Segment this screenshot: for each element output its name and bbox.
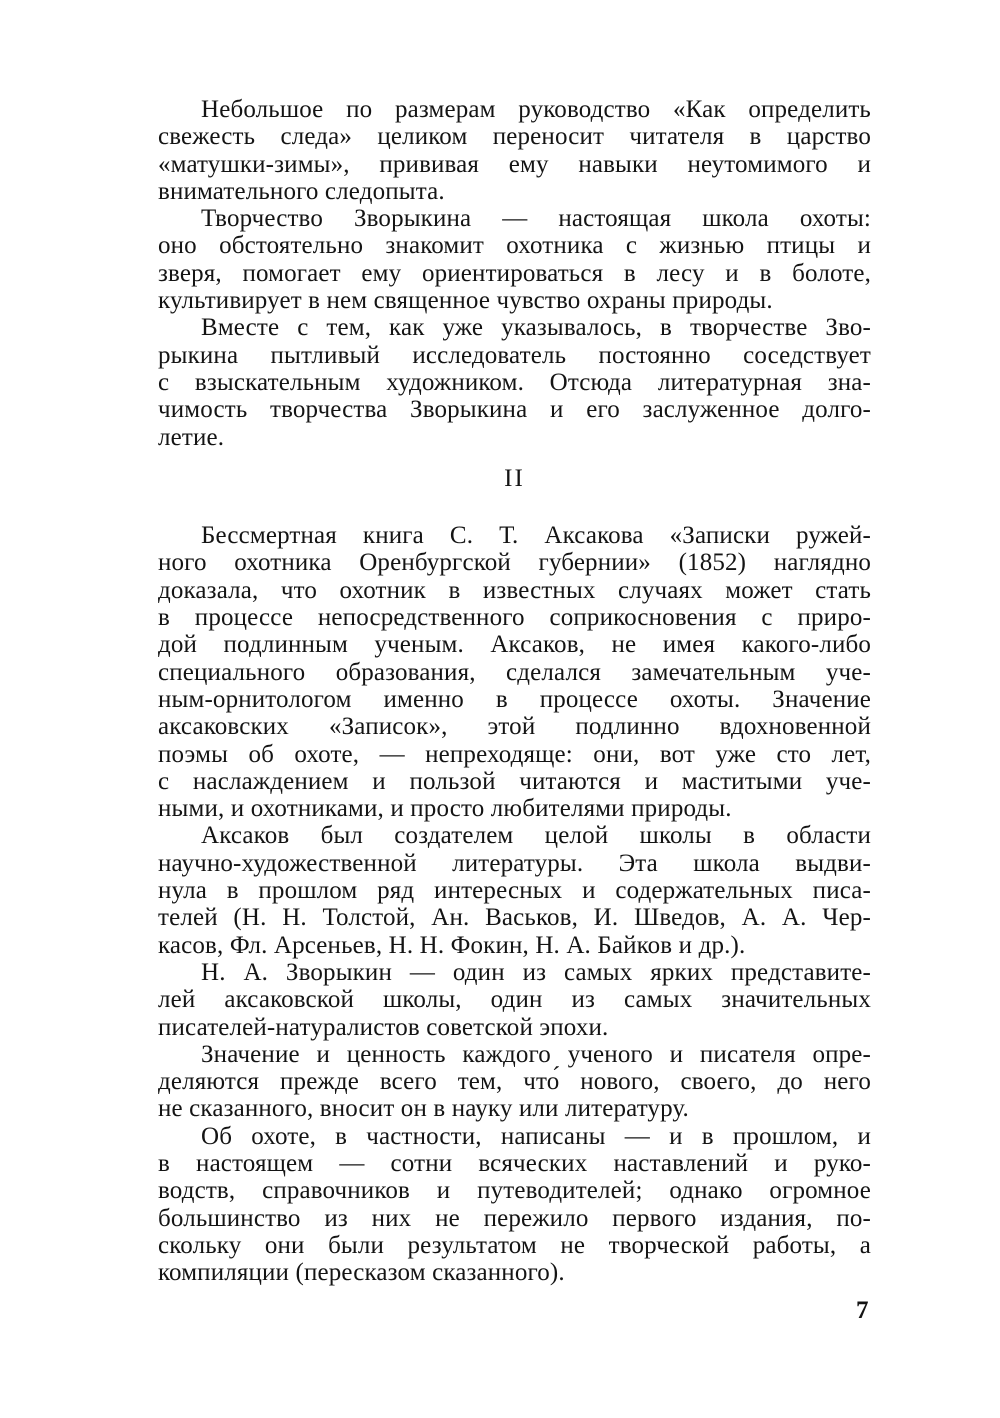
text-line: зверя, помогает ему ориентироваться в лесу и в болоте, (158, 259, 871, 287)
text-line: летие. (158, 423, 225, 451)
text-line: деляются прежде всего тем, что́ нового, своего, до него (158, 1068, 871, 1096)
paragraph (158, 314, 871, 450)
section-two (158, 522, 871, 1286)
text-line: компиляции (пересказом сказанного). (158, 1259, 565, 1287)
text-line: большинство из них не пережило первого издания, по- (158, 1204, 871, 1232)
section-heading: II (504, 464, 525, 492)
text-line: телей (Н. Н. Толстой, Ан. Васьков, И. Шведов, А. А. Чер- (158, 904, 871, 932)
text-line: Бессмертная книга С. Т. Аксакова «Записки ружей- (201, 522, 871, 550)
section-one (158, 96, 871, 451)
text-line: Вместе с тем, как уже указывалось, в творчестве Зво- (201, 314, 871, 342)
text-line: не сказанного, вносит он в науку или литературу. (158, 1095, 689, 1123)
text-line: Об охоте, в частности, написаны — и в прошлом, и (201, 1122, 871, 1150)
text-line: Аксаков был создателем целой школы в области (201, 822, 871, 850)
page-number: 7 (856, 1297, 869, 1324)
text-line: аксаковских «Записок», этой подлинно вдохновенной (158, 713, 871, 741)
paragraph (158, 1041, 871, 1123)
text-line: поэмы об охоте, — непреходяще: они, вот уже сто лет, (158, 740, 871, 768)
text-line: в настоящем — сотни всяческих наставлений и руко- (158, 1149, 871, 1177)
text-line: научно-художественной литературы. Эта школа выдви- (158, 849, 871, 877)
text-line: свежесть следа» целиком переносит читателя в царство (158, 123, 871, 151)
paragraph (158, 96, 871, 205)
text-line: касов, Фл. Арсеньев, Н. Н. Фокин, Н. А. Байков и др.). (158, 931, 746, 959)
text-line: в процессе непосредственного соприкосновения с приро- (158, 604, 871, 632)
paragraph (158, 1123, 871, 1287)
text-line: Небольшое по размерам руководство «Как определить (201, 96, 871, 123)
text-line: оно обстоятельно знакомит охотника с жизнью птицы и (158, 232, 871, 260)
text-line: дой подлинным ученым. Аксаков, не имея какого-либо (158, 631, 871, 659)
text-line: скольку они были результатом не творческой работы, а (158, 1231, 871, 1259)
text-line: водств, справочников и путеводителей; однако огромное (158, 1177, 871, 1205)
paragraph (158, 522, 871, 822)
text-line: Н. А. Зворыкин — один из самых ярких представите- (201, 958, 871, 986)
text-line: доказала, что охотник в известных случаях может стать (158, 576, 871, 604)
text-line: ными, и охотниками, и просто любителями природы. (158, 795, 732, 823)
page-body (158, 96, 871, 1286)
text-line: чимость творчества Зворыкина и его заслуженное долго- (158, 396, 871, 424)
paragraph (158, 959, 871, 1041)
paragraph (158, 822, 871, 958)
text-line: с взыскательным художником. Отсюда литературная зна- (158, 368, 871, 396)
paragraph (158, 205, 871, 314)
text-line: Творчество Зворыкина — настоящая школа охоты: (201, 205, 871, 233)
text-line: нула в прошлом ряд интересных и содержательных писа- (158, 877, 871, 905)
text-line: с наслаждением и пользой читаются и маститыми уче- (158, 767, 871, 795)
text-line: рыкина пытливый исследователь постоянно соседствует (158, 341, 871, 369)
text-line: внимательного следопыта. (158, 177, 445, 205)
text-line: лей аксаковской школы, один из самых значительных (158, 986, 871, 1014)
text-line: специального образования, сделался замечательным уче- (158, 658, 871, 686)
text-line: писателей-натуралистов советской эпохи. (158, 1013, 609, 1041)
text-line: ного охотника Оренбургской губернии» (1852) наглядно (158, 549, 871, 577)
text-line: «матушки-зимы», прививая ему навыки неутомимого и (158, 150, 871, 178)
text-line: культивирует в нем священное чувство охраны природы. (158, 287, 773, 315)
text-line: ным-орнитологом именно в процессе охоты. Значение (158, 685, 871, 713)
text-line: Значение и ценность каждого ученого и писателя опре- (201, 1040, 871, 1068)
